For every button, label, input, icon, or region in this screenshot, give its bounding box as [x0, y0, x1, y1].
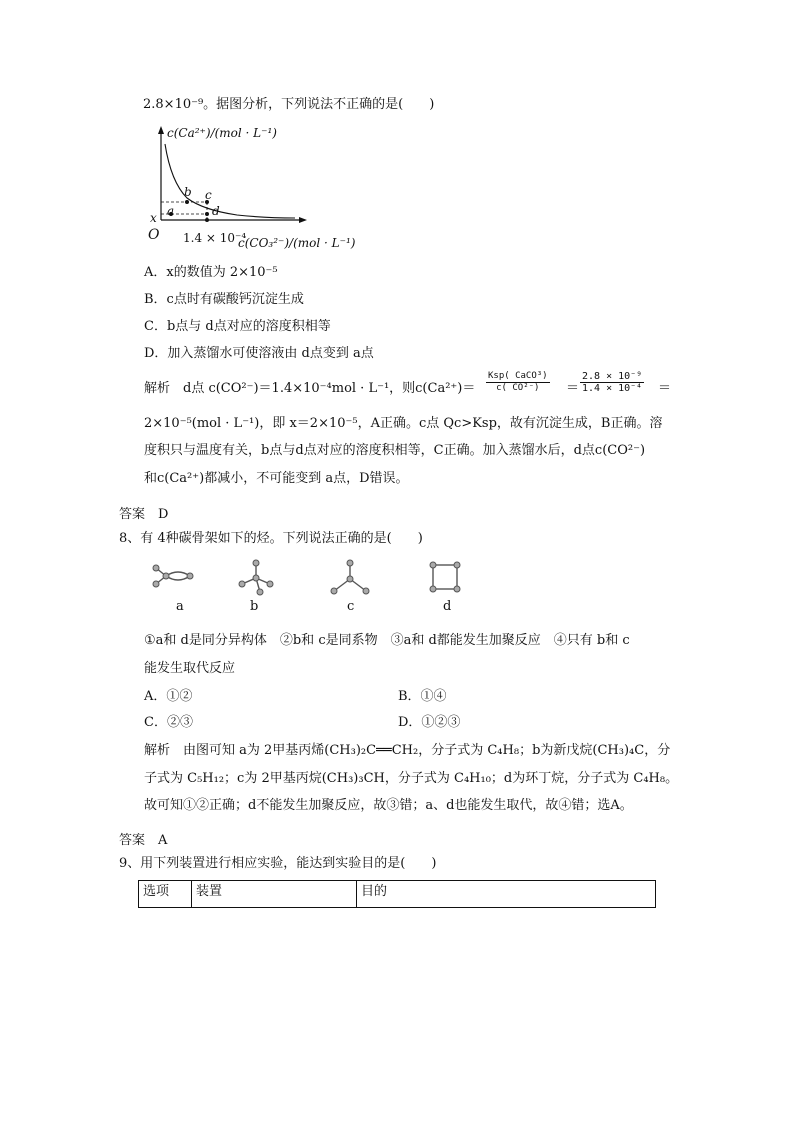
skeleton-label-a: a	[176, 599, 184, 614]
graph-x-label: c(CO₃²⁻)/(mol · L⁻¹)	[238, 236, 356, 250]
graph-point-c-label: c	[205, 188, 212, 202]
q8-statement-line1: ①a和 d是同分异构体 ②b和 c是同系物 ③a和 d都能发生加聚反应 ④只有 b和 c	[144, 633, 630, 648]
q8-stem: 8、有 4种碳骨架如下的烃。下列说法正确的是( )	[119, 531, 423, 546]
fraction-values	[580, 371, 644, 394]
point-d	[205, 212, 209, 216]
q8-option-b: B．①④	[398, 689, 447, 704]
graph-y-tick: x	[150, 211, 157, 225]
fraction-values-numerator: 2.8 × 10⁻⁹	[582, 371, 643, 382]
graph-point-b-label: b	[184, 185, 192, 199]
point-x-axis	[205, 218, 209, 222]
q7-option-a: A．x的数值为 2×10⁻⁵	[144, 265, 278, 280]
q7-analysis-line4: 和c(Ca²⁺)都减小，不可能变到 a点，D错误。	[144, 471, 409, 486]
equals-sign-1: ＝	[566, 381, 580, 396]
fraction-ksp-denominator: c( CO²⁻)	[496, 383, 540, 393]
graph-y-label: c(Ca²⁺)/(mol · L⁻¹)	[167, 126, 277, 140]
q8-answer: 答案 A	[119, 833, 168, 848]
skeleton-label-d: d	[443, 599, 452, 614]
fraction-values-denominator: 1.4 × 10⁻⁴	[582, 383, 643, 394]
fraction-ksp	[486, 371, 550, 394]
skeleton-label-c: c	[347, 599, 355, 614]
q7-analysis-line1: 解析 d点 c(CO²⁻)＝1.4×10⁻⁴mol · L⁻¹，则c(Ca²⁺)＝	[144, 381, 476, 396]
q8-analysis-line3: 故可知①②正确；d不能发生加聚反应，故③错；a、d也能发生取代，故④错；选A。	[144, 798, 633, 813]
carbon-skeleton-c-icon	[326, 557, 374, 599]
q7-stem: 2.8×10⁻⁹。据图分析，下列说法不正确的是( )	[143, 97, 435, 112]
q8-option-c: C．②③	[144, 715, 193, 730]
graph-origin: O	[148, 227, 160, 243]
equals-sign-2: ＝	[658, 381, 672, 396]
graph-point-a-label: a	[167, 204, 175, 218]
q8-option-a: A．①②	[144, 689, 193, 704]
q7-analysis-line3: 度积只与温度有关，b点与d点对应的溶度积相等，C正确。加入蒸馏水后，d点c(CO²⁻)	[144, 443, 646, 458]
graph-x-tick: 1.4 × 10⁻⁴	[183, 231, 247, 245]
table-header-apparatus: 装置	[196, 884, 223, 899]
q9-stem: 9、用下列装置进行相应实验，能达到实验目的是( )	[119, 856, 437, 871]
q8-statement-line2: 能发生取代反应	[144, 661, 236, 676]
q7-option-b: B．c点时有碳酸钙沉淀生成	[144, 292, 304, 307]
q7-option-c: C．b点与 d点对应的溶度积相等	[144, 319, 331, 334]
carbon-skeleton-d-icon	[428, 560, 464, 596]
graph-point-d-label: d	[212, 204, 220, 218]
q7-answer: 答案 D	[119, 507, 169, 522]
skeleton-label-b: b	[250, 599, 259, 614]
q7-option-d: D．加入蒸馏水可使溶液由 d点变到 a点	[144, 346, 374, 361]
fraction-ksp-numerator: Ksp( CaCO³)	[488, 371, 548, 381]
carbon-skeleton-a-icon	[150, 560, 200, 594]
q9-table	[138, 880, 656, 908]
q8-analysis-line2: 子式为 C₅H₁₂；c为 2甲基丙烷(CH₃)₃CH，分子式为 C₄H₁₀；d为环丁烷，分子式为 C₄H₈。	[144, 771, 679, 786]
q8-analysis-line1: 解析 由图可知 a为 2甲基丙烯(CH₃)₂C══CH₂，分子式为 C₄H₈；b为新戊烷(CH₃)₄C，分	[144, 743, 671, 758]
table-header-option: 选项	[143, 884, 170, 899]
table-header-purpose: 目的	[361, 884, 388, 899]
carbon-skeleton-b-icon	[236, 558, 276, 598]
q7-analysis-line2: 2×10⁻⁵(mol · L⁻¹)，即 x＝2×10⁻⁵，A正确。c点 Qc>Ksp，故有沉淀生成，B正确。溶	[144, 416, 663, 431]
q8-option-d: D．①②③	[398, 715, 461, 730]
